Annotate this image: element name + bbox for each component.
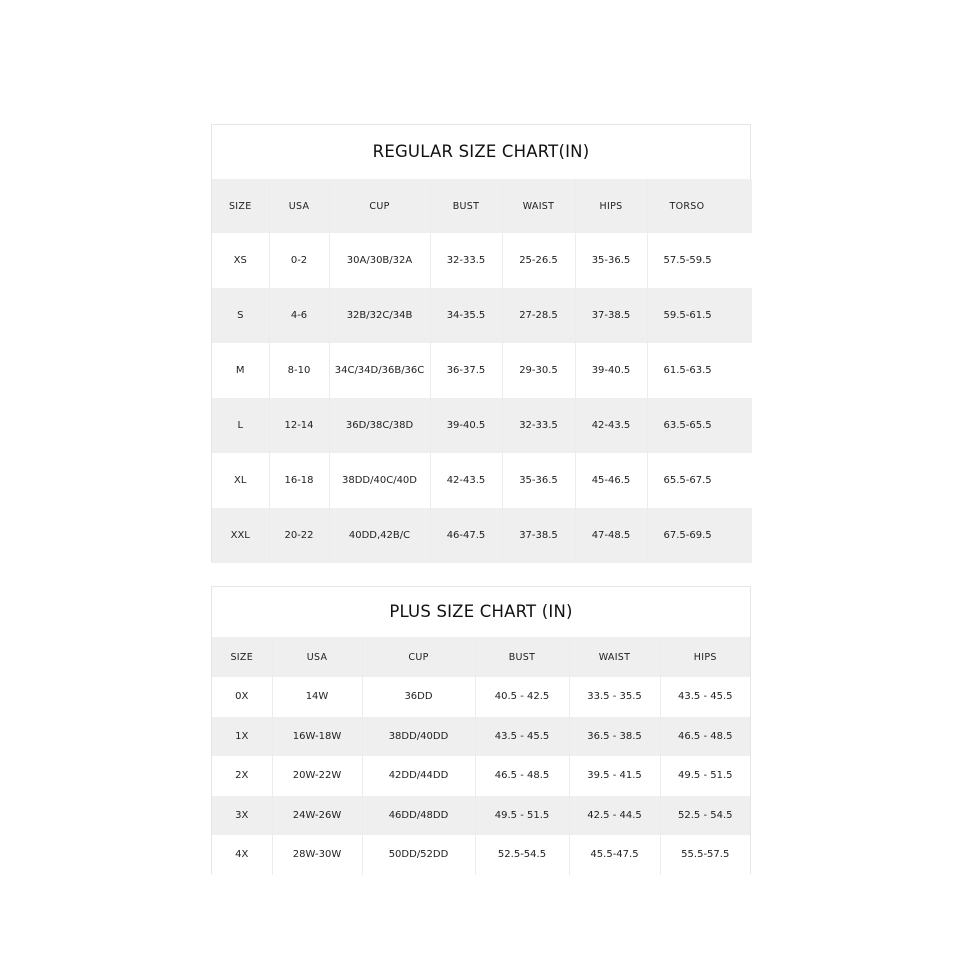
regular-header-torso: TORSO — [669, 200, 705, 212]
table-cell: 2X — [212, 756, 272, 796]
regular-size-table — [212, 179, 752, 563]
plus-header-row — [212, 637, 750, 677]
regular-size-chart — [211, 124, 751, 562]
table-cell: 20-22 — [269, 508, 329, 563]
table-cell: 37-38.5 — [575, 288, 647, 343]
table-cell: 37-38.5 — [502, 508, 575, 563]
table-cell: 4-6 — [269, 288, 329, 343]
plus-header-usa: USA — [272, 637, 362, 677]
table-cell: 63.5-65.5 — [663, 420, 712, 431]
table-cell: 24W-26W — [272, 796, 362, 836]
table-cell: 35-36.5 — [502, 453, 575, 508]
table-cell: 43.5 - 45.5 — [475, 717, 569, 757]
table-row — [212, 288, 752, 343]
table-cell: 42DD/44DD — [362, 756, 475, 796]
plus-header-size: SIZE — [212, 637, 272, 677]
table-row — [212, 508, 752, 563]
table-cell: M — [212, 343, 269, 398]
plus-header-hips: HIPS — [693, 651, 717, 663]
table-cell: 52.5 - 54.5 — [678, 809, 733, 821]
table-cell: 0-2 — [269, 233, 329, 288]
table-cell: 25-26.5 — [502, 233, 575, 288]
table-cell: XXL — [212, 508, 269, 563]
table-cell: 40.5 - 42.5 — [475, 677, 569, 717]
plus-size-chart — [211, 586, 751, 874]
table-cell: 3X — [212, 796, 272, 836]
table-cell: 61.5-63.5 — [663, 365, 712, 376]
table-cell: 46-47.5 — [430, 508, 502, 563]
table-cell: 43.5 - 45.5 — [678, 691, 733, 703]
table-cell: L — [212, 398, 269, 453]
plus-size-table — [212, 637, 750, 875]
plus-header-bust: BUST — [475, 637, 569, 677]
table-row — [212, 677, 750, 717]
table-cell: 32-33.5 — [502, 398, 575, 453]
table-cell: 55.5-57.5 — [681, 849, 730, 861]
table-cell: 59.5-61.5 — [663, 310, 712, 321]
table-cell: XL — [212, 453, 269, 508]
table-cell: 38DD/40C/40D — [329, 453, 430, 508]
table-cell: 34C/34D/36B/36C — [329, 343, 430, 398]
table-cell: 49.5 - 51.5 — [475, 796, 569, 836]
table-cell: 42-43.5 — [430, 453, 502, 508]
table-cell: 39-40.5 — [575, 343, 647, 398]
table-cell: 4X — [212, 835, 272, 875]
table-cell: 1X — [212, 717, 272, 757]
table-cell: 32-33.5 — [430, 233, 502, 288]
plus-header-waist: WAIST — [569, 637, 660, 677]
table-row — [212, 233, 752, 288]
table-cell: 32B/32C/34B — [329, 288, 430, 343]
table-cell: 57.5-59.5 — [663, 255, 712, 266]
table-cell: 35-36.5 — [575, 233, 647, 288]
table-cell: 46.5 - 48.5 — [678, 730, 733, 742]
regular-header-size: SIZE — [212, 179, 269, 233]
table-cell: 27-28.5 — [502, 288, 575, 343]
table-cell: 36D/38C/38D — [329, 398, 430, 453]
table-cell: 34-35.5 — [430, 288, 502, 343]
table-cell: 65.5-67.5 — [663, 475, 712, 486]
table-cell: 46DD/48DD — [362, 796, 475, 836]
table-cell: 36-37.5 — [430, 343, 502, 398]
table-cell: 50DD/52DD — [362, 835, 475, 875]
table-cell: 49.5 - 51.5 — [678, 770, 733, 782]
regular-header-row — [212, 179, 752, 233]
table-cell: 12-14 — [269, 398, 329, 453]
plus-chart-title: PLUS SIZE CHART (IN) — [389, 602, 573, 621]
table-cell: 36DD — [362, 677, 475, 717]
regular-header-bust: BUST — [430, 179, 502, 233]
table-cell: 20W-22W — [272, 756, 362, 796]
table-row — [212, 343, 752, 398]
regular-header-cup: CUP — [329, 179, 430, 233]
table-cell: 30A/30B/32A — [329, 233, 430, 288]
table-cell: 46.5 - 48.5 — [475, 756, 569, 796]
table-cell: 39-40.5 — [430, 398, 502, 453]
table-row — [212, 835, 750, 875]
table-cell: 16-18 — [269, 453, 329, 508]
table-cell: XS — [212, 233, 269, 288]
table-cell: 38DD/40DD — [362, 717, 475, 757]
table-row — [212, 796, 750, 836]
table-row — [212, 453, 752, 508]
table-cell: 16W-18W — [272, 717, 362, 757]
table-cell: S — [212, 288, 269, 343]
regular-header-waist: WAIST — [502, 179, 575, 233]
table-cell: 45-46.5 — [575, 453, 647, 508]
regular-header-usa: USA — [269, 179, 329, 233]
table-cell: 67.5-69.5 — [663, 530, 712, 541]
table-cell: 8-10 — [269, 343, 329, 398]
regular-chart-title: REGULAR SIZE CHART(IN) — [372, 142, 590, 161]
table-cell: 52.5-54.5 — [475, 835, 569, 875]
table-cell: 45.5-47.5 — [569, 835, 660, 875]
plus-header-cup: CUP — [362, 637, 475, 677]
table-cell: 40DD,42B/C — [329, 508, 430, 563]
table-cell: 28W-30W — [272, 835, 362, 875]
table-cell: 47-48.5 — [575, 508, 647, 563]
table-row — [212, 717, 750, 757]
table-cell: 29-30.5 — [502, 343, 575, 398]
table-row — [212, 398, 752, 453]
table-cell: 42-43.5 — [575, 398, 647, 453]
table-cell: 33.5 - 35.5 — [569, 677, 660, 717]
table-cell: 0X — [212, 677, 272, 717]
regular-header-hips: HIPS — [575, 179, 647, 233]
table-cell: 14W — [272, 677, 362, 717]
table-cell: 39.5 - 41.5 — [569, 756, 660, 796]
table-cell: 42.5 - 44.5 — [569, 796, 660, 836]
table-cell: 36.5 - 38.5 — [569, 717, 660, 757]
table-row — [212, 756, 750, 796]
